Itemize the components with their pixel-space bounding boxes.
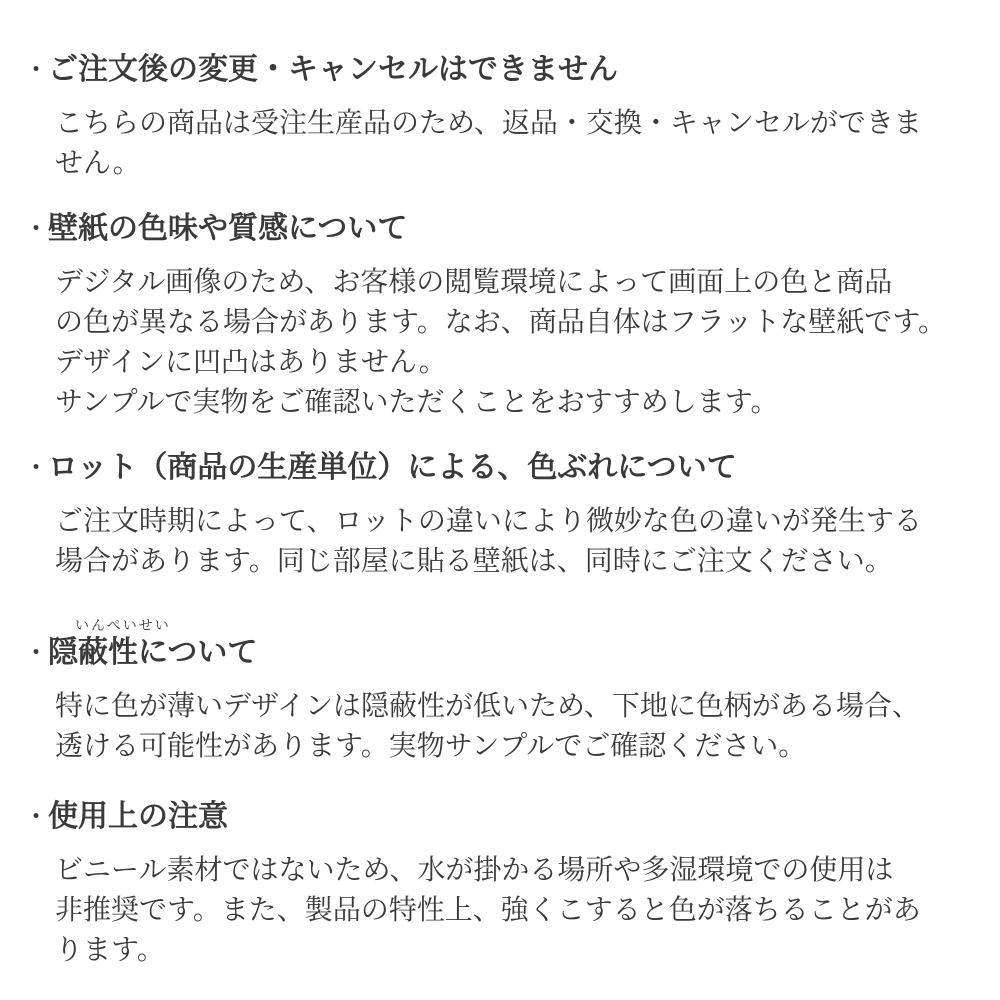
bullet-icon: ・ bbox=[25, 216, 48, 241]
body-line: の色が異なる場合があります。なお、商品自体はフラットな壁紙です。 bbox=[55, 306, 946, 337]
section-color-texture bbox=[25, 211, 980, 422]
section-heading: 隠蔽性について bbox=[48, 636, 258, 669]
body-line: デザインに凹凸はありません。 bbox=[55, 346, 447, 377]
body-line: 場合があります。同じ部屋に貼る壁紙は、同時にご注文ください。 bbox=[55, 545, 893, 576]
section-heading-row bbox=[25, 799, 980, 835]
body-line: デジタル画像のため、お客様の閲覧環境によって画面上の色と商品 bbox=[55, 266, 893, 297]
bullet-icon: ・ bbox=[25, 640, 48, 665]
body-line: 透ける可能性があります。実物サンプルでご確認ください。 bbox=[55, 730, 807, 761]
section-heading: ロット（商品の生産単位）による、色ぶれについて bbox=[48, 451, 737, 484]
bullet-icon: ・ bbox=[25, 804, 48, 829]
body-line: ります。 bbox=[55, 934, 165, 965]
section-heading: 壁紙の色味や質感について bbox=[48, 212, 408, 245]
section-body bbox=[55, 103, 980, 183]
section-heading-row bbox=[25, 635, 980, 671]
furigana-label: いんぺいせい bbox=[75, 617, 171, 633]
section-order-cancellation bbox=[25, 52, 980, 183]
bullet-icon: ・ bbox=[25, 57, 48, 82]
section-heading: 使用上の注意 bbox=[48, 800, 228, 833]
section-body bbox=[55, 850, 980, 970]
section-heading: ご注文後の変更・キャンセルはできません bbox=[48, 53, 618, 86]
body-line: ご注文時期によって、ロットの違いにより微妙な色の違いが発生する bbox=[55, 505, 922, 536]
section-heading-row bbox=[25, 52, 980, 88]
section-heading-row bbox=[25, 450, 980, 486]
section-heading-row bbox=[25, 211, 980, 247]
section-body bbox=[55, 262, 980, 422]
body-line: 非推奨です。また、製品の特性上、強くこすると色が落ちることがあ bbox=[55, 894, 921, 925]
section-body bbox=[55, 686, 980, 766]
body-line: ビニール素材ではないため、水が掛かる場所や多湿環境での使用は bbox=[55, 854, 894, 885]
section-body bbox=[55, 501, 980, 581]
body-line: 特に色が薄いデザインは隠蔽性が低いため、下地に色柄がある場合、 bbox=[55, 690, 920, 721]
body-line: せん。 bbox=[55, 147, 141, 178]
section-opacity bbox=[25, 615, 980, 766]
section-usage-notes bbox=[25, 799, 980, 970]
bullet-icon: ・ bbox=[25, 455, 48, 480]
section-lot-color-variation bbox=[25, 450, 980, 581]
body-line: サンプルで実物をご確認いただくことをおすすめします。 bbox=[55, 386, 779, 417]
body-line: こちらの商品は受注生産品のため、返品・交換・キャンセルができま bbox=[55, 107, 922, 138]
